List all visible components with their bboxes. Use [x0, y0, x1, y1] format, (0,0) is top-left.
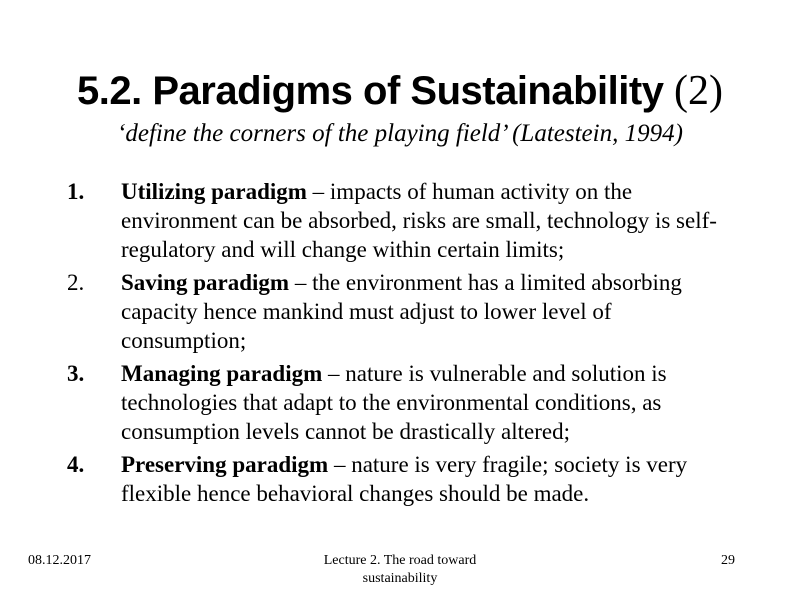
list-item [0, 359, 800, 446]
paradigm-list [0, 177, 800, 512]
list-item [0, 177, 800, 264]
list-item-description: – nature is vulnerable and solution is technologies that adapt to the environmental conditions, as consumption levels cannot be drastically altered; [121, 361, 667, 444]
list-item-description: – the environment has a limited absorbing capacity hence mankind must adjust to lower level of consumption; [121, 270, 682, 353]
list-item-text [121, 359, 741, 446]
list-item-description: – impacts of human activity on the environment can be absorbed, risks are small, technology is self-regulatory and will change within certain limits; [121, 179, 717, 262]
slide-subtitle: ‘define the corners of the playing field’ (Latestein, 1994) [117, 120, 683, 147]
slide-title-suffix: (2) [663, 68, 723, 114]
list-item-text [121, 177, 741, 264]
list-item-term: Utilizing paradigm [121, 179, 307, 204]
list-item [0, 450, 800, 508]
list-item-number: 1. [67, 179, 85, 204]
footer-page-number: 29 [721, 553, 735, 568]
slide-title-main: 5.2. Paradigms of Sustainability [77, 69, 664, 113]
footer-date: 08.12.2017 [28, 553, 91, 568]
slide-title [0, 62, 800, 119]
list-item-term: Saving paradigm [121, 270, 290, 295]
list-item-term: Preserving paradigm [121, 452, 329, 477]
list-item [0, 268, 800, 355]
list-item-text [121, 268, 741, 355]
list-item-text [121, 450, 741, 508]
footer-lecture-title: Lecture 2. The road toward sustainability [323, 553, 477, 586]
list-item-number: 2. [67, 270, 85, 295]
list-item-description: – nature is very fragile; society is very flexible hence behavioral changes should be made. [121, 452, 688, 506]
list-item-number: 3. [67, 361, 85, 386]
list-item-term: Managing paradigm [121, 361, 323, 386]
list-item-number: 4. [67, 452, 85, 477]
